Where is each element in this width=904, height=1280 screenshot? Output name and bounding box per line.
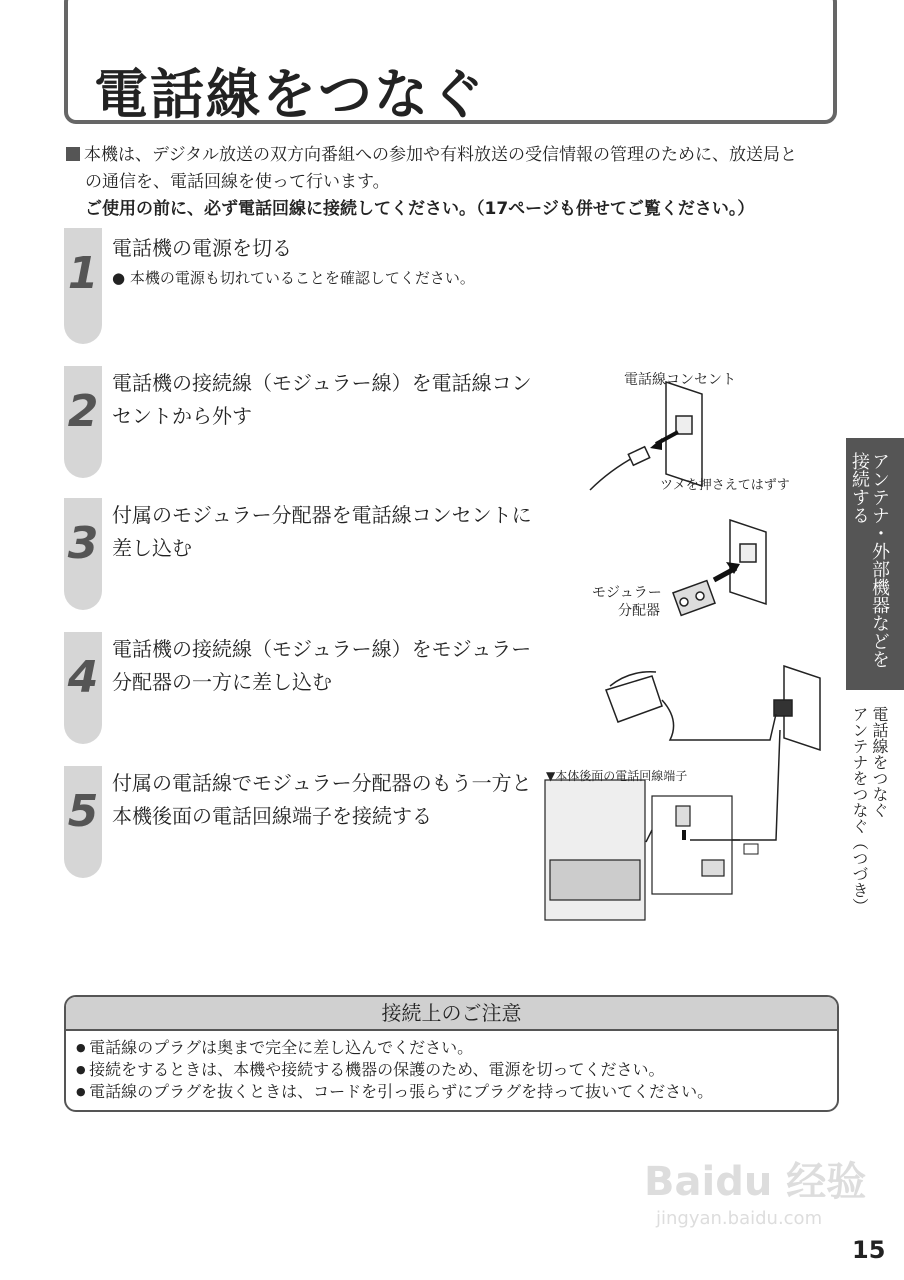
page-number: 15 [852, 1236, 886, 1264]
tv-rear-panel [545, 780, 732, 920]
step-3-text: 付属のモジュラー分配器を電話線コンセントに差し込む [112, 503, 532, 560]
watermark-url: jingyan.baidu.com [656, 1208, 823, 1229]
intro-line-3: ご使用の前に、必ず電話回線に接続してください。（17ページも併せてご覧ください。） [85, 199, 755, 219]
splitter-label-1: モジュラー [592, 585, 662, 601]
page-title: 電話線をつなぐ [94, 63, 486, 126]
step-3-number: 3 [67, 518, 99, 569]
notice-item: ● 電話線のプラグを抜くときは、コードを引っ張らずにプラグを持って抜いてください。 [76, 1081, 837, 1103]
notice-heading: 接続上のご注意 [66, 997, 837, 1031]
watermark-logo: Baidu 经验 [644, 1159, 867, 1205]
outlet-label: 電話線コンセント [624, 372, 736, 388]
intro-line-2: の通信を、電話回線を使って行います。 [85, 172, 390, 192]
splitter-label-2: 分配器 [618, 603, 660, 619]
intro [66, 142, 846, 223]
step-1-text: 電話機の電源を切る [112, 236, 292, 260]
notice-list [76, 1037, 837, 1103]
step-5-number: 5 [67, 786, 99, 837]
side-section-current: 電話線をつなぐ [870, 706, 889, 818]
side-section-previous: アンテナをつなぐ（つづき） [850, 706, 869, 914]
step-4-number: 4 [67, 652, 99, 703]
step-2-number: 2 [67, 386, 99, 437]
intro-line-1: 本機は、デジタル放送の双方向番組への参加や有料放送の受信情報の管理のために、放送局と [84, 145, 797, 165]
step-5-text: 付属の電話線でモジュラー分配器のもう一方と本機後面の電話回線端子を接続する [112, 771, 532, 828]
step-4-text: 電話機の接続線（モジュラー線）をモジュラー分配器の一方に差し込む [112, 637, 532, 694]
notice-item: ● 電話線のプラグは奥まで完全に差し込んでください。 [76, 1037, 837, 1059]
wall-outlet-3 [774, 666, 820, 750]
tab-release-label: ツメを押さえてはずす [660, 478, 790, 493]
step-1-number: 1 [67, 248, 99, 299]
telephone [606, 672, 662, 722]
side-index-line-2: 接続する [849, 452, 870, 524]
side-index-line-1: アンテナ・外部機器などを [869, 452, 890, 668]
modular-splitter [673, 581, 715, 616]
connection-illustration [540, 360, 840, 930]
wall-outlet-2 [730, 520, 766, 604]
step-1-sub: ● 本機の電源も切れていることを確認してください。 [112, 269, 475, 287]
step-2-text: 電話機の接続線（モジュラー線）を電話線コンセントから外す [112, 371, 532, 428]
notice-item: ● 接続をするときは、本機や接続する機器の保護のため、電源を切ってください。 [76, 1059, 837, 1081]
modular-plug-1 [590, 447, 650, 490]
rear-terminal-label: ▼本体後面の電話回線端子 [546, 769, 688, 783]
notice-box [64, 995, 839, 1112]
square-bullet-icon [66, 147, 80, 161]
